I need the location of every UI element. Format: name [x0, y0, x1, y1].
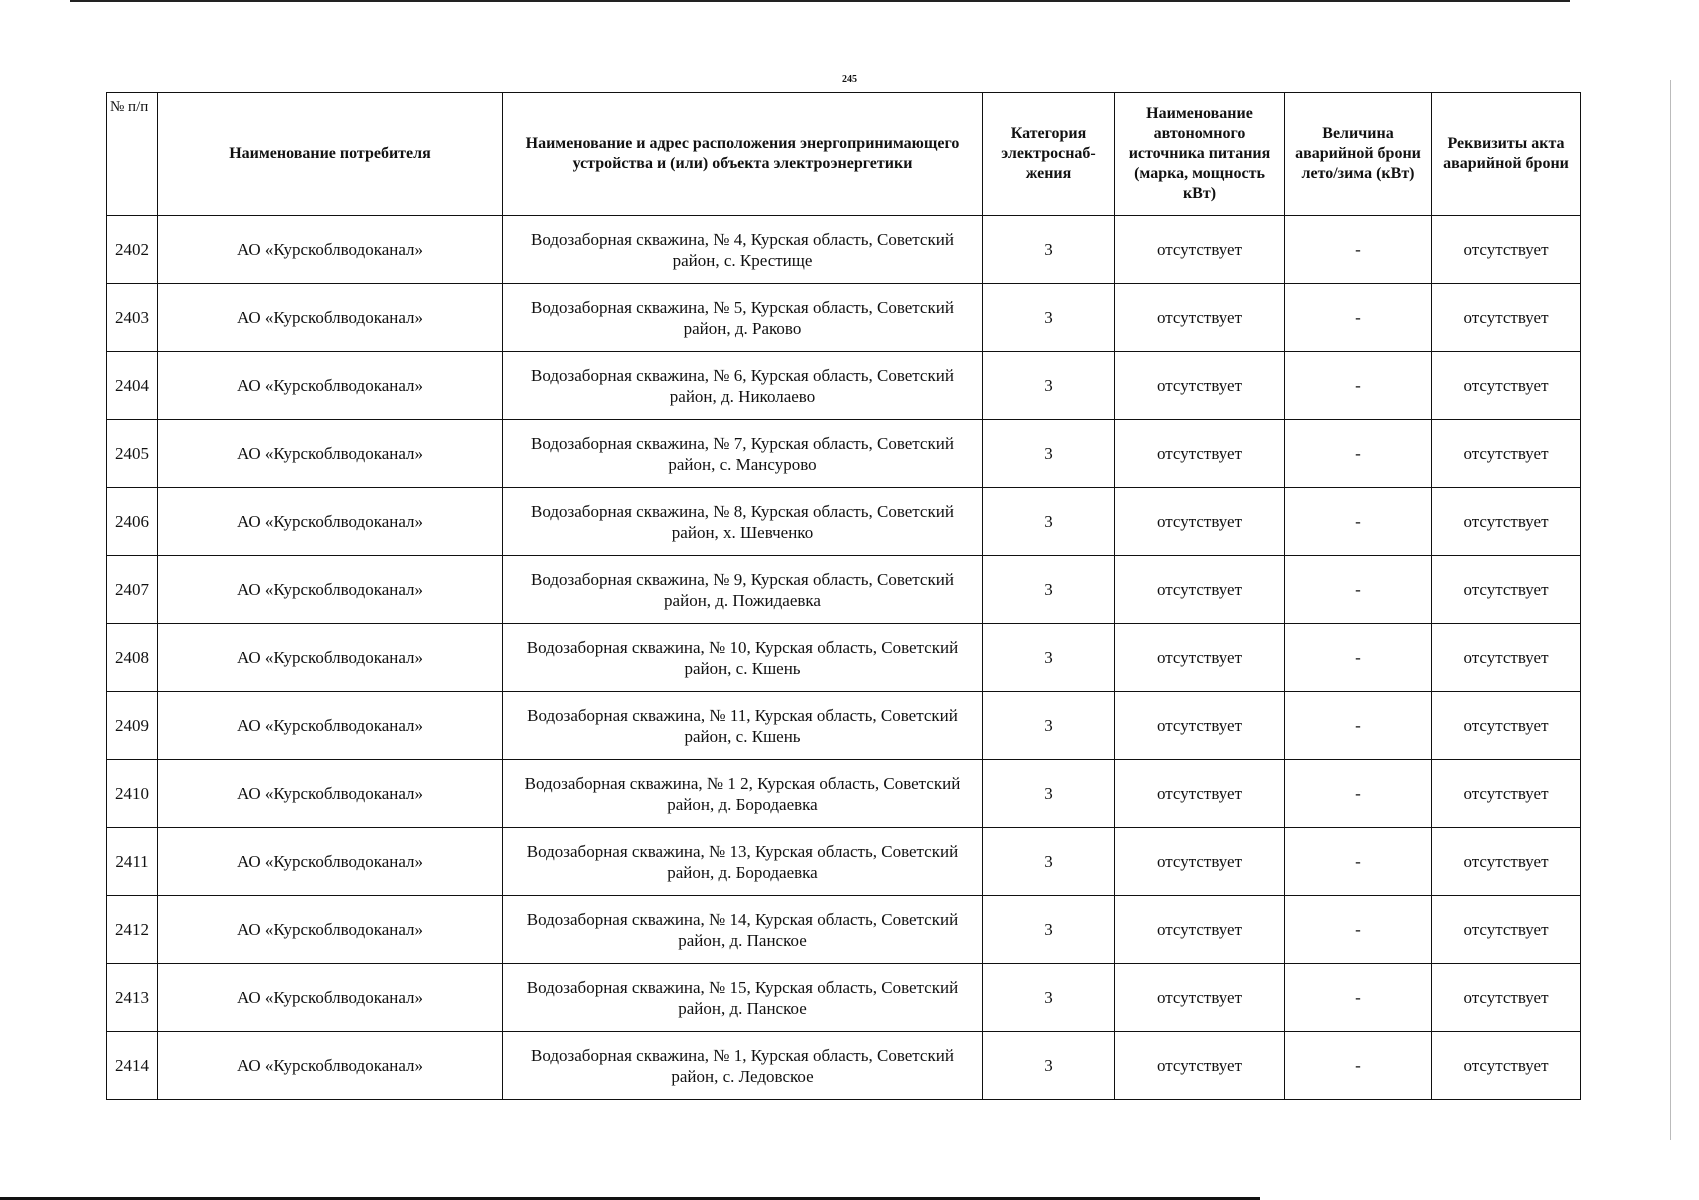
cell-num: 2413	[107, 964, 158, 1032]
cell-reserve: -	[1285, 828, 1432, 896]
cell-category: 3	[983, 284, 1115, 352]
table-row	[107, 624, 1581, 692]
table-row	[107, 556, 1581, 624]
header-source: Наименование автономного источника питания (марка, мощность кВт)	[1115, 93, 1285, 216]
cell-source: отсутствует	[1115, 420, 1285, 488]
cell-num: 2404	[107, 352, 158, 420]
header-category: Категория электроснаб-жения	[983, 93, 1115, 216]
cell-source: отсутствует	[1115, 624, 1285, 692]
cell-reserve: -	[1285, 1032, 1432, 1100]
cell-object: Водозаборная скважина, № 14, Курская область, Советский район, д. Панское	[503, 896, 983, 964]
cell-act: отсутствует	[1432, 216, 1581, 284]
cell-category: 3	[983, 556, 1115, 624]
cell-act: отсутствует	[1432, 556, 1581, 624]
header-act: Реквизиты акта аварийной брони	[1432, 93, 1581, 216]
cell-consumer: АО «Курскоблводоканал»	[158, 692, 503, 760]
table-row	[107, 692, 1581, 760]
cell-consumer: АО «Курскоблводоканал»	[158, 1032, 503, 1100]
cell-act: отсутствует	[1432, 964, 1581, 1032]
cell-object: Водозаборная скважина, № 8, Курская область, Советский район, х. Шевченко	[503, 488, 983, 556]
cell-reserve: -	[1285, 964, 1432, 1032]
cell-object: Водозаборная скважина, № 15, Курская область, Советский район, д. Панское	[503, 964, 983, 1032]
table-row	[107, 760, 1581, 828]
cell-act: отсутствует	[1432, 624, 1581, 692]
cell-num: 2406	[107, 488, 158, 556]
cell-act: отсутствует	[1432, 828, 1581, 896]
cell-reserve: -	[1285, 420, 1432, 488]
table-row	[107, 488, 1581, 556]
cell-source: отсутствует	[1115, 352, 1285, 420]
cell-category: 3	[983, 488, 1115, 556]
cell-source: отсутствует	[1115, 216, 1285, 284]
cell-act: отсутствует	[1432, 896, 1581, 964]
cell-num: 2408	[107, 624, 158, 692]
cell-num: 2409	[107, 692, 158, 760]
cell-act: отсутствует	[1432, 1032, 1581, 1100]
cell-num: 2410	[107, 760, 158, 828]
cell-reserve: -	[1285, 352, 1432, 420]
cell-num: 2405	[107, 420, 158, 488]
cell-reserve: -	[1285, 624, 1432, 692]
header-reserve: Величина аварийной брони лето/зима (кВт)	[1285, 93, 1432, 216]
scan-edge-right	[1670, 80, 1671, 1140]
cell-source: отсутствует	[1115, 964, 1285, 1032]
cell-act: отсутствует	[1432, 420, 1581, 488]
table-row	[107, 352, 1581, 420]
cell-act: отсутствует	[1432, 760, 1581, 828]
table-row	[107, 420, 1581, 488]
cell-source: отсутствует	[1115, 1032, 1285, 1100]
cell-consumer: АО «Курскоблводоканал»	[158, 352, 503, 420]
cell-category: 3	[983, 352, 1115, 420]
cell-source: отсутствует	[1115, 488, 1285, 556]
cell-object: Водозаборная скважина, № 4, Курская область, Советский район, с. Крестище	[503, 216, 983, 284]
cell-reserve: -	[1285, 760, 1432, 828]
cell-source: отсутствует	[1115, 896, 1285, 964]
table-row	[107, 828, 1581, 896]
cell-consumer: АО «Курскоблводоканал»	[158, 760, 503, 828]
cell-source: отсутствует	[1115, 828, 1285, 896]
cell-object: Водозаборная скважина, № 6, Курская область, Советский район, д. Николаево	[503, 352, 983, 420]
cell-consumer: АО «Курскоблводоканал»	[158, 624, 503, 692]
cell-source: отсутствует	[1115, 284, 1285, 352]
cell-category: 3	[983, 828, 1115, 896]
cell-category: 3	[983, 1032, 1115, 1100]
cell-category: 3	[983, 964, 1115, 1032]
cell-category: 3	[983, 420, 1115, 488]
cell-num: 2414	[107, 1032, 158, 1100]
cell-reserve: -	[1285, 216, 1432, 284]
cell-object: Водозаборная скважина, № 10, Курская область, Советский район, с. Кшень	[503, 624, 983, 692]
cell-act: отсутствует	[1432, 284, 1581, 352]
cell-category: 3	[983, 624, 1115, 692]
cell-reserve: -	[1285, 692, 1432, 760]
header-object: Наименование и адрес расположения энергопринимающего устройства и (или) объекта электроэнергетики	[503, 93, 983, 216]
cell-category: 3	[983, 760, 1115, 828]
table-row	[107, 896, 1581, 964]
cell-object: Водозаборная скважина, № 1, Курская область, Советский район, с. Ледовское	[503, 1032, 983, 1100]
cell-reserve: -	[1285, 488, 1432, 556]
table-row	[107, 964, 1581, 1032]
cell-num: 2407	[107, 556, 158, 624]
cell-reserve: -	[1285, 284, 1432, 352]
cell-num: 2411	[107, 828, 158, 896]
table-row	[107, 216, 1581, 284]
cell-consumer: АО «Курскоблводоканал»	[158, 216, 503, 284]
scan-edge-top	[70, 0, 1570, 2]
cell-reserve: -	[1285, 556, 1432, 624]
table-row	[107, 1032, 1581, 1100]
cell-act: отсутствует	[1432, 352, 1581, 420]
cell-act: отсутствует	[1432, 692, 1581, 760]
cell-num: 2402	[107, 216, 158, 284]
cell-object: Водозаборная скважина, № 11, Курская область, Советский район, с. Кшень	[503, 692, 983, 760]
registry-table	[106, 92, 1581, 1100]
table-row	[107, 284, 1581, 352]
table-header-row	[107, 93, 1581, 216]
cell-consumer: АО «Курскоблводоканал»	[158, 828, 503, 896]
cell-num: 2412	[107, 896, 158, 964]
cell-act: отсутствует	[1432, 488, 1581, 556]
cell-consumer: АО «Курскоблводоканал»	[158, 420, 503, 488]
cell-source: отсутствует	[1115, 692, 1285, 760]
page-number: 245	[842, 74, 857, 85]
cell-consumer: АО «Курскоблводоканал»	[158, 284, 503, 352]
cell-consumer: АО «Курскоблводоканал»	[158, 488, 503, 556]
cell-reserve: -	[1285, 896, 1432, 964]
cell-source: отсутствует	[1115, 760, 1285, 828]
cell-object: Водозаборная скважина, № 5, Курская область, Советский район, д. Раково	[503, 284, 983, 352]
cell-object: Водозаборная скважина, № 13, Курская область, Советский район, д. Бородаевка	[503, 828, 983, 896]
cell-category: 3	[983, 896, 1115, 964]
cell-object: Водозаборная скважина, № 7, Курская область, Советский район, с. Мансурово	[503, 420, 983, 488]
cell-object: Водозаборная скважина, № 9, Курская область, Советский район, д. Пожидаевка	[503, 556, 983, 624]
cell-consumer: АО «Курскоблводоканал»	[158, 556, 503, 624]
header-consumer: Наименование потребителя	[158, 93, 503, 216]
header-num: № п/п	[107, 93, 158, 216]
cell-source: отсутствует	[1115, 556, 1285, 624]
cell-category: 3	[983, 692, 1115, 760]
cell-object: Водозаборная скважина, № 1 2, Курская область, Советский район, д. Бородаевка	[503, 760, 983, 828]
cell-num: 2403	[107, 284, 158, 352]
table-body	[107, 216, 1581, 1100]
cell-category: 3	[983, 216, 1115, 284]
cell-consumer: АО «Курскоблводоканал»	[158, 896, 503, 964]
cell-consumer: АО «Курскоблводоканал»	[158, 964, 503, 1032]
